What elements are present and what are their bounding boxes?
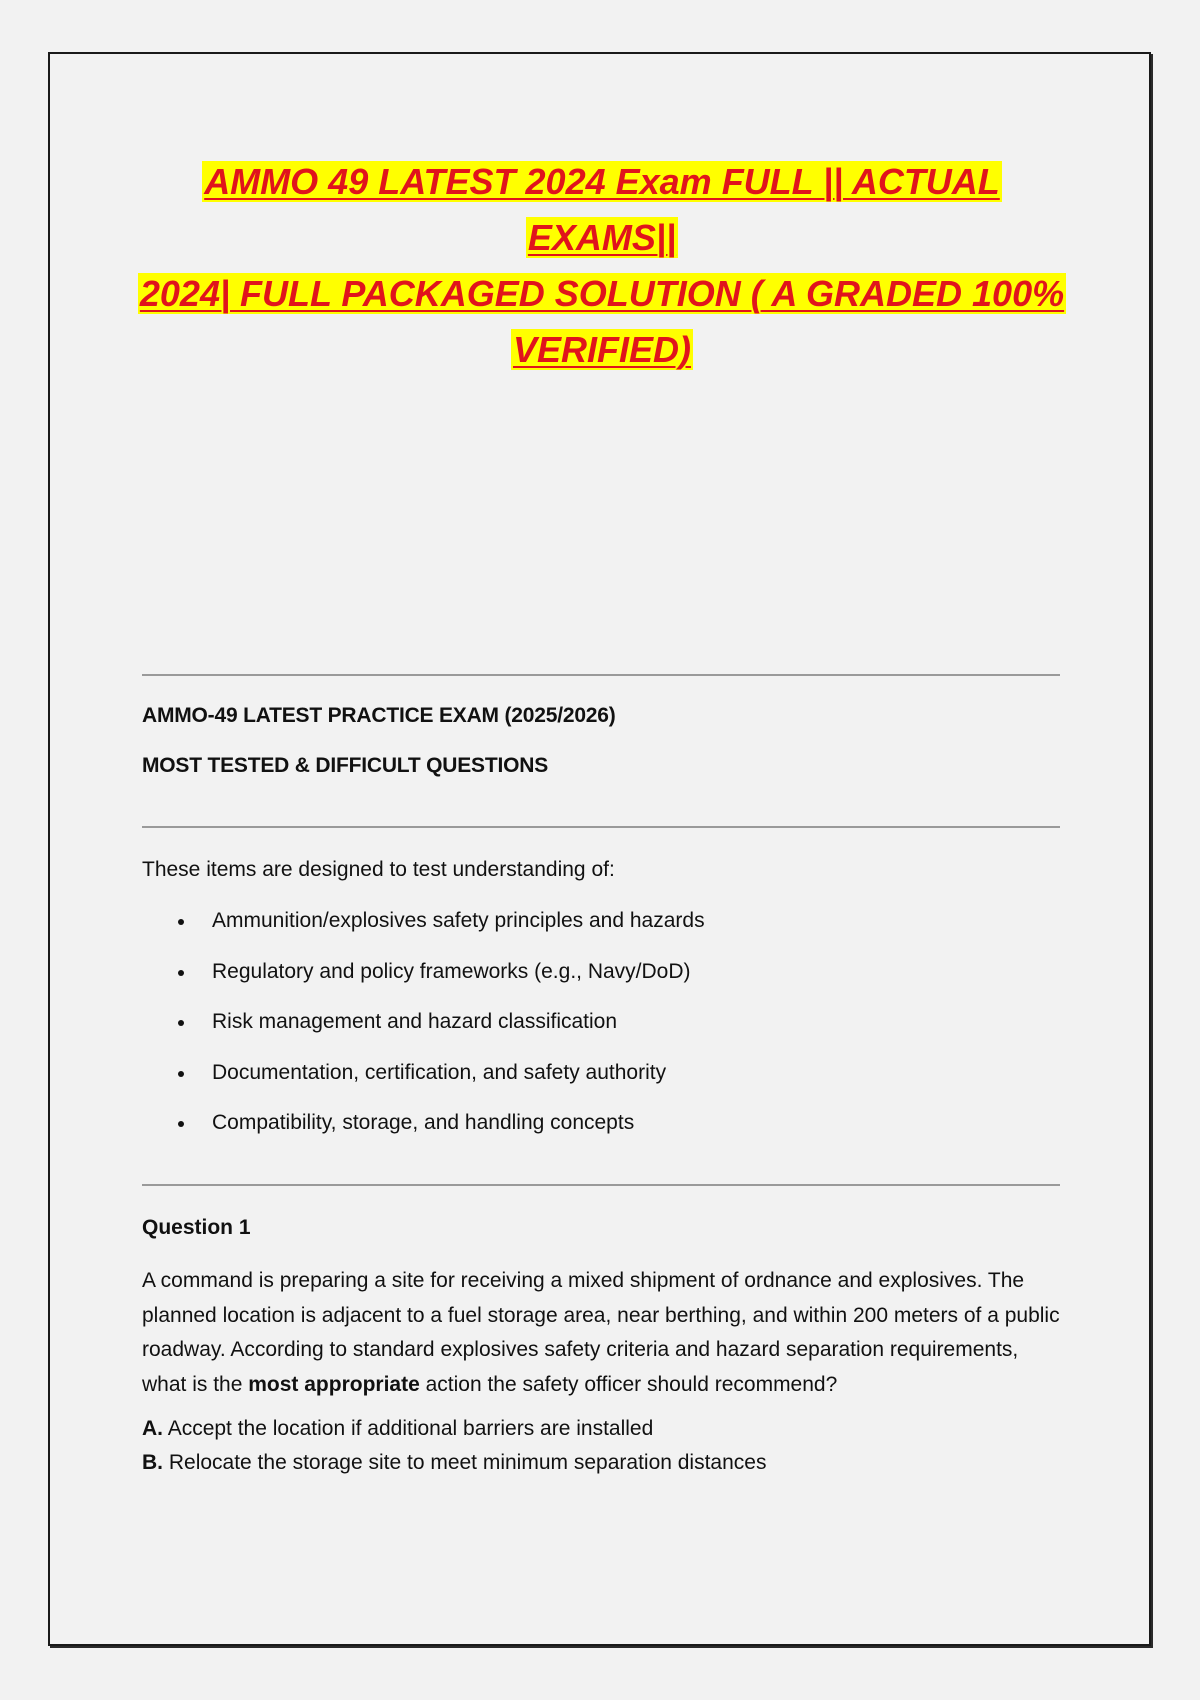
- bullet-icon: [178, 1071, 184, 1077]
- list-item: [142, 908, 705, 959]
- answer-option-a: [142, 1412, 1062, 1446]
- question-text-end: action the safety officer should recommend?: [419, 1372, 838, 1396]
- topic-text: Risk management and hazard classification: [212, 1010, 618, 1033]
- divider: [142, 826, 1060, 828]
- bullet-icon: [178, 919, 184, 925]
- topic-text: Compatibility, storage, and handling concepts: [212, 1111, 635, 1134]
- question-title: Question 1: [142, 1216, 251, 1239]
- option-letter: A.: [142, 1417, 163, 1440]
- list-item: [142, 1009, 705, 1060]
- title-line-2: 2024| FULL PACKAGED SOLUTION ( A GRADED 100%: [139, 273, 1065, 314]
- divider: [142, 674, 1060, 676]
- bullet-icon: [178, 1020, 184, 1026]
- title-line-1: AMMO 49 LATEST 2024 Exam FULL || ACTUAL EXAMS||: [204, 161, 1000, 258]
- topic-text: Regulatory and policy frameworks (e.g., Navy/DoD): [212, 959, 691, 983]
- document-page: [48, 52, 1151, 1646]
- document-title: [130, 154, 1074, 378]
- question-text: [142, 1264, 1062, 1402]
- answer-options: [142, 1412, 1062, 1480]
- list-item: [142, 1110, 705, 1161]
- list-item: [142, 1060, 705, 1111]
- topic-list: [142, 908, 705, 1161]
- option-text: Accept the location if additional barriers are installed: [167, 1417, 654, 1440]
- exam-heading: AMMO-49 LATEST PRACTICE EXAM (2025/2026): [142, 704, 616, 727]
- bullet-icon: [178, 1121, 184, 1127]
- option-letter: B.: [142, 1451, 163, 1474]
- topic-text: Documentation, certification, and safety authority: [212, 1060, 667, 1084]
- topic-text: Ammunition/explosives safety principles and hazards: [212, 909, 705, 932]
- question-text-emphasis: most appropriate: [248, 1372, 420, 1396]
- option-text: Relocate the storage site to meet minimum separation distances: [168, 1451, 767, 1474]
- divider: [142, 1184, 1060, 1186]
- bullet-icon: [178, 970, 184, 976]
- answer-option-b: [142, 1446, 1062, 1480]
- question-text-start: A command is preparing a site for receiving a mixed shipment of ordnance and explosives. The planned location is adjacent to a fuel storage area, near berthing, and within 200 meters of a public roadway. According to standard explosives safety criteria and hazard separation requirements, what is the: [142, 1269, 1060, 1396]
- intro-text: These items are designed to test understanding of:: [142, 858, 615, 881]
- exam-subheading: MOST TESTED & DIFFICULT QUESTIONS: [142, 754, 549, 777]
- list-item: [142, 959, 705, 1010]
- title-line-3: VERIFIED): [512, 329, 691, 370]
